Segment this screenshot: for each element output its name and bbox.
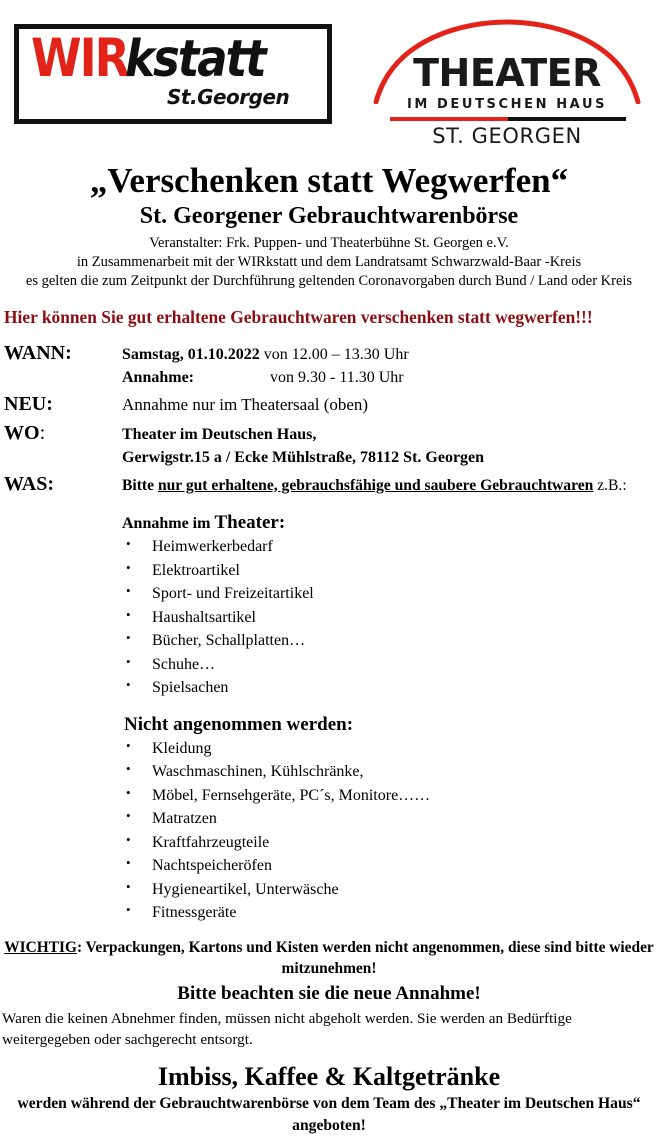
logo-bar (0, 0, 658, 152)
organizer-line-2: in Zusammenarbeit mit der WIRkstatt und dem Landratsamt Schwarzwald-Baar -Kreis (76, 253, 582, 270)
list-item: • Elektroartikel (0, 559, 658, 583)
info-value-annahme (122, 367, 404, 390)
list-item: • Nachtspeicheröfen (0, 854, 658, 878)
call-to-action-headline: Hier können Sie gut erhaltene Gebrauchtwaren verschenken statt wegwerfen!!! (4, 307, 593, 328)
info-value-neu: Annahme nur im Theatersaal (oben) (122, 395, 369, 415)
list-item: • Heimwerkerbedarf (0, 535, 658, 559)
organizer-line-3: es gelten die zum Zeitpunkt der Durchführung geltenden Coronavorgaben durch Bund / Land oder Kreis (25, 272, 633, 289)
info-row-wo-line2 (4, 447, 658, 470)
info-row-was (4, 470, 658, 498)
event-info-block (0, 339, 658, 498)
accepted-items-list (0, 535, 658, 700)
page-subtitle: St. Georgener Gebrauchtwarenbörse (139, 202, 519, 229)
list-item: • Fitnessgeräte (0, 901, 658, 925)
list-item: • Hygieneartikel, Unterwäsche (0, 878, 658, 902)
accepted-items-heading (0, 512, 658, 534)
attention-notice: Bitte beachten sie die neue Annahme! (177, 982, 481, 1004)
info-row-neu (4, 390, 658, 418)
page-title: „Verschenken statt Wegwerfen“ (89, 161, 569, 200)
was-suffix: z.B.: (593, 476, 627, 494)
info-value-wann (122, 344, 409, 367)
rejected-items-heading: Nicht angenommen werden: (124, 713, 354, 735)
wann-time: von 12.00 – 13.30 Uhr (259, 346, 409, 364)
list-item: • Matratzen (0, 807, 658, 831)
list-item: • Sport- und Freizeitartikel (0, 582, 658, 606)
info-value-wo-line1: Theater im Deutschen Haus, (122, 425, 317, 443)
wirkstatt-logo (14, 24, 332, 124)
was-underlined-text: nur gut erhaltene, gebrauchsfähige und saubere Gebrauchtwaren (157, 476, 594, 494)
info-value-wo-line2: Gerwigstr.15 a / Ecke Mühlstraße, 78112 St. Georgen (122, 448, 485, 466)
wirkstatt-wir-text: WIR (31, 27, 128, 89)
list-item: • Schuhe… (0, 653, 658, 677)
important-colon: : (76, 938, 86, 956)
list-item: • Haushaltsartikel (0, 606, 658, 630)
list-item: • Spielsachen (0, 676, 658, 700)
list-item: • Bücher, Schallplatten… (0, 629, 658, 653)
theater-city: ST. GEORGEN (432, 124, 582, 148)
annahme-label: Annahme: (122, 369, 195, 387)
wann-date: Samstag, 01.10.2022 (122, 346, 260, 364)
important-label: WICHTIG (4, 938, 77, 956)
list-item: • Kraftfahrzeugteile (0, 831, 658, 855)
info-row-wo (4, 419, 658, 447)
info-row-wann (4, 339, 658, 367)
theater-divider-rule (390, 117, 626, 121)
info-row-annahme (4, 367, 658, 390)
info-value-was (122, 475, 627, 497)
footer-title: Imbiss, Kaffee & Kaltgetränke (157, 1062, 501, 1092)
rejected-items-section (0, 714, 658, 925)
info-label-neu: NEU: (4, 393, 53, 416)
info-label-wann: WANN: (4, 342, 72, 365)
theater-subtitle: IM DEUTSCHEN HAUS (406, 97, 608, 112)
important-notice (0, 938, 658, 980)
wo-label-colon: : (39, 421, 46, 444)
theater-name: THEATER (413, 51, 601, 95)
wirkstatt-subtitle: St.Georgen (167, 85, 290, 109)
rejected-items-list (0, 737, 658, 925)
footer-line-1: werden während der Gebrauchtwarenbörse von dem Team des „Theater im Deutschen Haus“ (17, 1095, 641, 1113)
wo-label-text: WO (4, 421, 40, 444)
info-label-wo (4, 419, 122, 447)
accepted-heading-big: Theater: (214, 512, 286, 534)
accepted-items-section (0, 512, 658, 700)
list-item: • Waschmaschinen, Kühlschränke, (0, 760, 658, 784)
annahme-time: von 9.30 - 11.30 Uhr (270, 369, 404, 387)
theater-logo (368, 18, 646, 148)
list-item: • Möbel, Fernsehgeräte, PC´s, Monitore…… (0, 784, 658, 808)
fine-print-notice: Waren die keinen Abnehmer finden, müssen nicht abgeholt werden. Sie werden an Bedürftige weitergegeben oder sachgerecht entsorgt. (2, 1010, 572, 1049)
info-label-was: WAS: (4, 472, 55, 495)
notice-block (0, 938, 658, 1052)
was-prefix: Bitte (122, 476, 158, 494)
important-text: Verpackungen, Kartons und Kisten werden nicht angenommen, diese sind bitte wieder mitzunehmen! (85, 938, 654, 977)
wirkstatt-wordmark (31, 27, 265, 89)
list-item: • Kleidung (0, 737, 658, 761)
organizer-line-1: Veranstalter: Frk. Puppen- und Theaterbühne St. Georgen e.V. (149, 234, 509, 251)
footer-line-2: angeboten! (292, 1117, 366, 1135)
accepted-heading-small: Annahme im (122, 515, 215, 533)
wirkstatt-kstatt-text: kstatt (125, 29, 265, 89)
footer-block (0, 1062, 658, 1136)
